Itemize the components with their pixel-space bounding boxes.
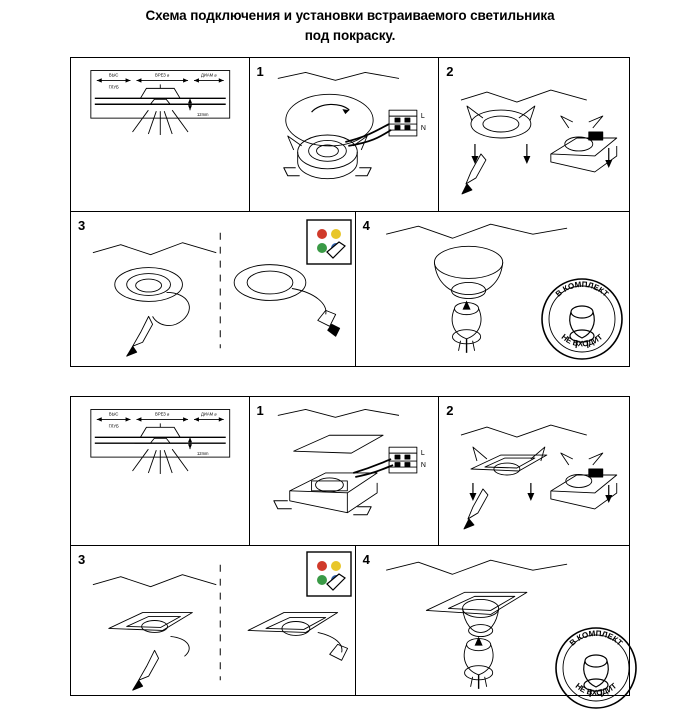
- stamp-line2: НЕ ВХОДИТ: [573, 681, 619, 698]
- lamp-install-step: [356, 212, 629, 366]
- step-number: 3: [78, 218, 86, 233]
- diagram-row-bottom: [71, 546, 629, 698]
- wiring-step: [250, 397, 440, 545]
- step-number: 2: [446, 64, 454, 79]
- page-title: [0, 6, 700, 45]
- paint-color-legend: [305, 550, 353, 598]
- stamp-line1: В КОМПЛЕКТ: [567, 628, 625, 648]
- step-number: 1: [256, 64, 264, 79]
- terminal-label-l: L: [420, 113, 425, 121]
- stamp-line1: В КОМПЛЕКТ: [553, 279, 611, 299]
- dimension-label-cutout: ВРЕЗ ⌀: [155, 411, 170, 417]
- spring-mount-step: [439, 397, 629, 545]
- square-fixture-diagram: [70, 396, 630, 696]
- insert-step: [71, 546, 356, 695]
- dimension-label-diameter: ДИАМ ⌀: [201, 411, 217, 417]
- page-title-line1: Схема подключения и установки встраиваемого светильника: [145, 8, 555, 23]
- svg-text:НЕ ВХОДИТ: [574, 681, 619, 697]
- dimension-label-height: ВЫС: [108, 72, 119, 78]
- stamp-line2: НЕ ВХОДИТ: [559, 332, 605, 349]
- dimension-label-cutout: ВРЕЗ ⌀: [155, 72, 170, 78]
- terminal-label-n: N: [420, 125, 426, 133]
- dimensions-panel: [71, 397, 250, 545]
- step-number: 4: [362, 218, 370, 233]
- svg-text:В КОМПЛЕКТ: [554, 280, 611, 299]
- step-number: 3: [78, 552, 86, 567]
- dimension-label-diameter: ДИАМ ⌀: [201, 72, 217, 78]
- svg-text:В КОМПЛЕКТ: [568, 629, 625, 648]
- insert-step: [71, 212, 356, 366]
- not-included-stamp: [553, 625, 639, 711]
- diagram-row-top: [71, 397, 629, 546]
- page-title-line2: под покраску.: [304, 27, 396, 43]
- step-number: 1: [256, 403, 264, 418]
- step-number: 2: [446, 403, 454, 418]
- dimension-depth-value: 12mm: [196, 112, 209, 118]
- dimension-depth-value: 12mm: [196, 451, 209, 457]
- not-included-stamp: [539, 276, 625, 362]
- spring-mount-step: [439, 58, 629, 211]
- diagram-row-top: [71, 58, 629, 212]
- step-number: 4: [362, 552, 370, 567]
- dimension-label-height: ВЫС: [108, 411, 119, 417]
- dimension-label-depth: ГЛУБ: [108, 84, 119, 90]
- round-fixture-diagram: [70, 57, 630, 367]
- terminal-label-l: L: [420, 450, 425, 458]
- terminal-label-n: N: [420, 462, 426, 470]
- dimensions-panel: [71, 58, 250, 211]
- dimension-label-depth: ГЛУБ: [108, 423, 119, 429]
- paint-color-legend: [305, 218, 353, 266]
- diagram-row-bottom: [71, 212, 629, 366]
- wiring-step: [250, 58, 440, 211]
- svg-text:НЕ ВХОДИТ: [560, 332, 605, 348]
- lamp-install-step: [356, 546, 629, 698]
